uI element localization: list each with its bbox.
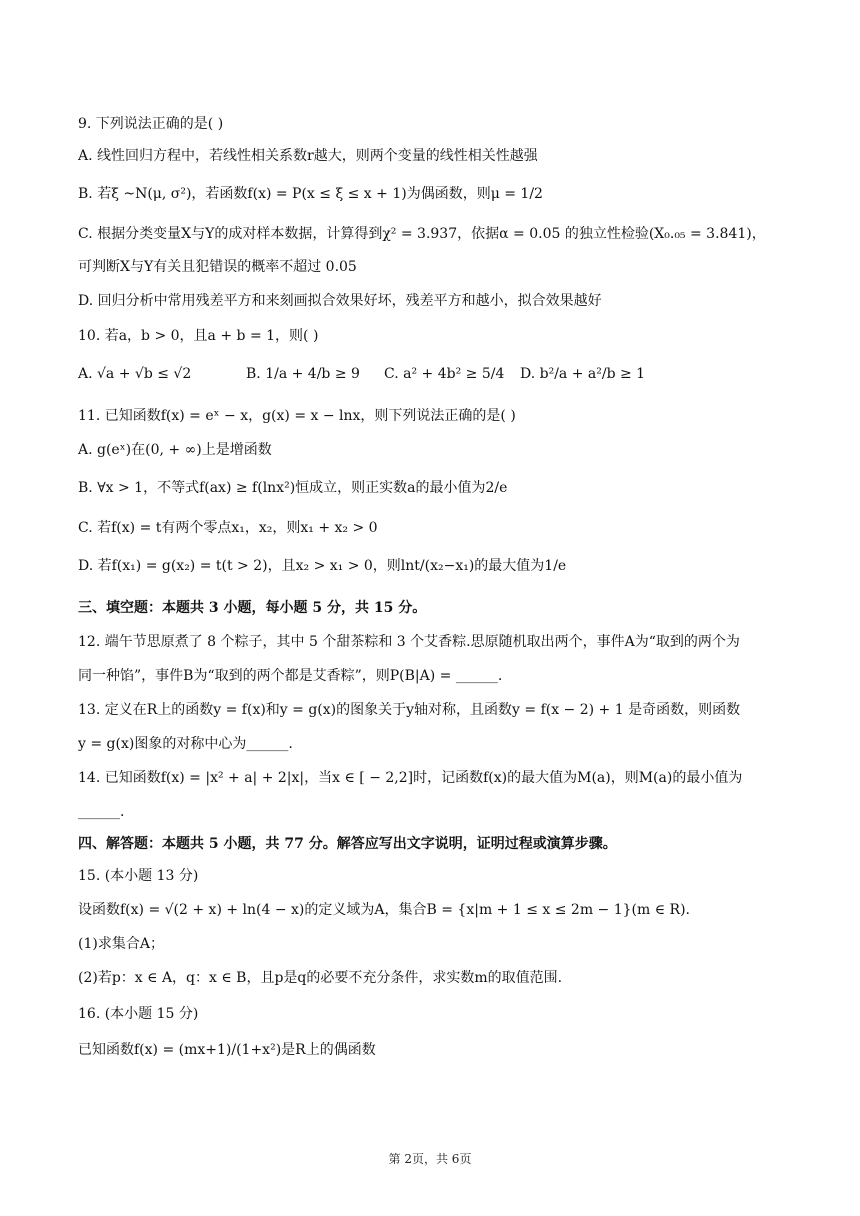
q10-option-c: C. a² + 4b² ≥ 5/4 xyxy=(384,366,505,382)
q9-option-c-line1: C. 根据分类变量X与Y的成对样本数据，计算得到χ² = 3.937，依据α = 0.05 的独立性检验(X₀.₀₅ = 3.841)， xyxy=(78,226,766,242)
q9-option-c-line2: 可判断X与Y有关且犯错误的概率不超过 0.05 xyxy=(78,259,357,275)
q9-option-a: A. 线性回归方程中，若线性相关系数r越大，则两个变量的线性相关性越强 xyxy=(78,148,538,164)
q15-part1: (1)求集合A； xyxy=(78,936,164,952)
q11-option-c: C. 若f(x) = t有两个零点x₁，x₂，则x₁ + x₂ > 0 xyxy=(78,520,378,536)
q14-line2: ______. xyxy=(78,804,125,820)
section-answer-heading: 四、解答题：本题共 5 小题，共 77 分。解答应写出文字说明，证明过程或演算步骤。 xyxy=(78,836,617,852)
q16-heading: 16. (本小题 15 分) xyxy=(78,1006,199,1022)
q12-line2: 同一种馅”，事件B为“取到的两个都是艾香粽”，则P(B|A) = ______. xyxy=(78,668,503,684)
q13-line2: y = g(x)图象的对称中心为______. xyxy=(78,736,293,752)
page-footer: 第 2页，共 6页 xyxy=(388,1152,472,1166)
q12-line1: 12. 端午节思原煮了 8 个粽子，其中 5 个甜茶粽和 3 个艾香粽.思原随机取出两个，事件A为“取到的两个为 xyxy=(78,634,740,650)
q11-option-d: D. 若f(x₁) = g(x₂) = t(t > 2)，且x₂ > x₁ > 0，则lnt/(x₂−x₁)的最大值为1/e xyxy=(78,558,567,574)
section-fill-in-heading: 三、填空题：本题共 3 小题，每小题 5 分，共 15 分。 xyxy=(78,600,427,616)
q15-statement: 设函数f(x) = √(2 + x) + ln(4 − x)的定义域为A，集合B = {x|m + 1 ≤ x ≤ 2m − 1}(m ∈ R). xyxy=(78,902,690,918)
q11-stem: 11. 已知函数f(x) = eˣ − x，g(x) = x − lnx，则下列说法正确的是( ) xyxy=(78,408,516,424)
q9-option-b: B. 若ξ ~N(μ, σ²)，若函数f(x) = P(x ≤ ξ ≤ x + 1)为偶函数，则μ = 1/2 xyxy=(78,186,543,202)
q9-option-d: D. 回归分析中常用残差平方和来刻画拟合效果好坏，残差平方和越小，拟合效果越好 xyxy=(78,293,602,309)
q10-option-b: B. 1/a + 4/b ≥ 9 xyxy=(246,366,360,382)
q11-option-a: A. g(eˣ)在(0, + ∞)上是增函数 xyxy=(78,442,272,458)
q13-line1: 13. 定义在R上的函数y = f(x)和y = g(x)的图象关于y轴对称，且函数y = f(x − 2) + 1 是奇函数，则函数 xyxy=(78,702,741,718)
q15-part2: (2)若p：x ∈ A，q：x ∈ B，且p是q的必要不充分条件，求实数m的取值范围. xyxy=(78,970,563,986)
q10-option-d: D. b²/a + a²/b ≥ 1 xyxy=(520,366,646,382)
q16-statement: 已知函数f(x) = (mx+1)/(1+x²)是R上的偶函数 xyxy=(78,1042,376,1058)
q10-stem: 10. 若a，b > 0，且a + b = 1，则( ) xyxy=(78,328,319,344)
q14-line1: 14. 已知函数f(x) = |x² + a| + 2|x|，当x ∈ [ − 2,2]时，记函数f(x)的最大值为M(a)，则M(a)的最小值为 xyxy=(78,770,743,786)
q11-option-b: B. ∀x > 1，不等式f(ax) ≥ f(lnx²)恒成立，则正实数a的最小值为2/e xyxy=(78,480,508,496)
q15-heading: 15. (本小题 13 分) xyxy=(78,868,199,884)
q9-stem: 9. 下列说法正确的是( ) xyxy=(78,116,224,132)
q10-option-a: A. √a + √b ≤ √2 xyxy=(78,366,192,382)
